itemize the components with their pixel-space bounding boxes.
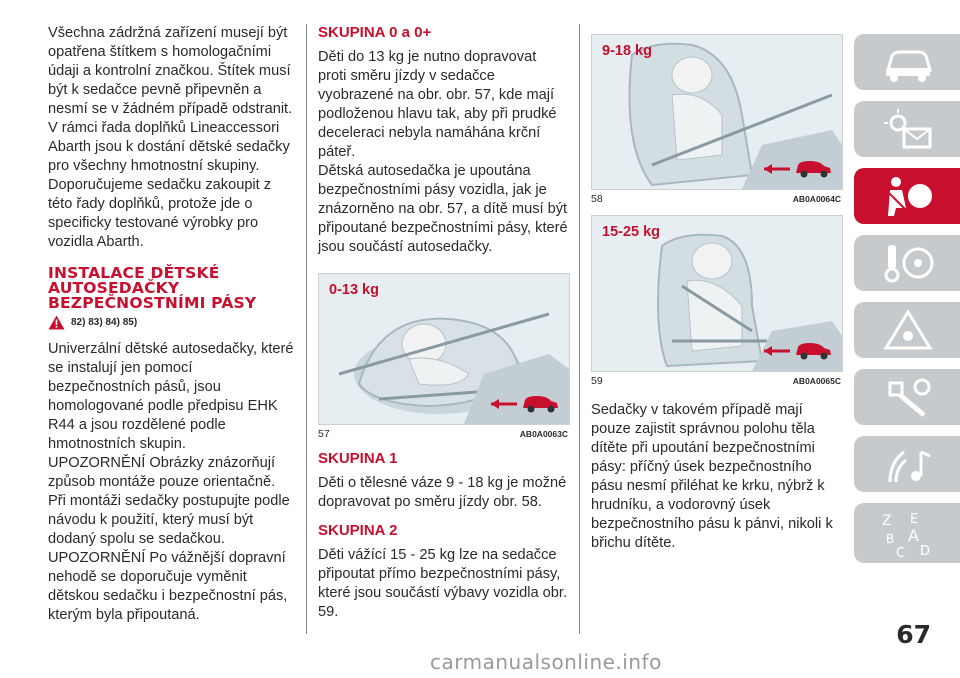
sidebar-item-safety[interactable] bbox=[854, 168, 960, 224]
svg-text:B: B bbox=[886, 532, 895, 546]
car-dashboard-icon bbox=[880, 40, 936, 84]
figure-number: 58 bbox=[591, 193, 603, 205]
paragraph: UPOZORNĚNÍ Po vážnější dopravní nehodě se doporučuje vyměnit dětskou sedačku i bezpečnostní pás, kterým byla připoutaná. bbox=[48, 550, 288, 623]
figure-59 bbox=[591, 215, 843, 372]
sidebar-item-maintenance[interactable] bbox=[854, 369, 960, 425]
sidebar-item-warning-lights[interactable] bbox=[854, 101, 960, 157]
sidebar-item-multimedia[interactable] bbox=[854, 436, 960, 492]
column-middle bbox=[318, 24, 568, 622]
watermark: carmanualsonline.info bbox=[430, 650, 662, 674]
figure-58 bbox=[591, 34, 843, 190]
weight-label: 9-18 kg bbox=[602, 43, 652, 59]
paragraph: Sedačky v takovém případě mají pouze zajistit správnou polohu těla dítěte při upoutání bezpečnostními pásy: příčný úsek bezpečnostního pásu nesmí přiléhat ke krku, nýbrž k hrudníku, a vodorovný úsek bezpečnostního pásu k pánvi, nikoli k břichu dítěte. bbox=[591, 402, 833, 551]
paragraph: Děti o tělesné váze 9 - 18 kg je možné dopravovat po směru jízdy obr. 58. bbox=[318, 475, 567, 510]
sidebar-item-starting[interactable] bbox=[854, 235, 960, 291]
column-divider bbox=[579, 24, 580, 634]
section-heading: INSTALACE DĚTSKÉ AUTOSEDAČKY BEZPEČNOSTNÍMI PÁSY bbox=[48, 264, 257, 312]
sidebar-item-dashboard[interactable] bbox=[854, 34, 960, 90]
column-right bbox=[591, 34, 839, 553]
car-direction-icon bbox=[764, 157, 834, 179]
warning-triangle-icon bbox=[48, 315, 65, 330]
svg-text:Z: Z bbox=[882, 513, 892, 529]
svg-text:A: A bbox=[908, 526, 919, 545]
weight-label: 15-25 kg bbox=[602, 224, 661, 240]
column-divider bbox=[306, 24, 307, 634]
paragraph: Všechna zádržná zařízení musejí být opatřena štítkem s homologačními údaji a kontrolní značkou. Štítek musí být k sedačce pevně připevněn a nesmí se v žádném případě odstranit. bbox=[48, 25, 293, 117]
column-left bbox=[48, 24, 296, 625]
weight-label: 0-13 kg bbox=[329, 282, 379, 298]
key-steering-icon bbox=[880, 241, 936, 285]
multimedia-icon bbox=[880, 442, 936, 486]
sidebar-item-emergency[interactable] bbox=[854, 302, 960, 358]
paragraph: Děti do 13 kg je nutno dopravovat proti směru jízdy v sedačce vyobrazené na obr. obr. 57, kde mají podloženou hlavu tak, aby při prudké deceleraci nebyla namáhána krční páteř. bbox=[318, 49, 557, 160]
figure-code: AB0A0063C bbox=[519, 429, 568, 439]
figure-caption bbox=[591, 193, 841, 205]
svg-text:E: E bbox=[910, 512, 919, 527]
svg-text:C: C bbox=[896, 546, 906, 559]
svg-text:D: D bbox=[920, 544, 931, 559]
car-direction-icon bbox=[491, 392, 561, 414]
figure-number: 57 bbox=[318, 428, 330, 440]
airbag-safety-icon bbox=[880, 174, 936, 218]
paragraph: Děti vážící 15 - 25 kg lze na sedačce připoutat přímo bezpečnostními pásy, které jsou součástí výbavy vozidla obr. 59. bbox=[318, 547, 568, 620]
paragraph: UPOZORNĚNÍ Obrázky znázorňují způsob montáže pouze orientačně. Při montáži sedačky postupujte podle návodu k použití, který musí být dodaný spolu se sedačkou. bbox=[48, 455, 290, 547]
wrench-service-icon bbox=[880, 375, 936, 419]
car-direction-icon bbox=[764, 339, 834, 361]
figure-code: AB0A0064C bbox=[792, 194, 841, 204]
figure-caption bbox=[318, 428, 568, 440]
subheading: SKUPINA 2 bbox=[318, 522, 398, 539]
index-letters-icon bbox=[880, 509, 940, 559]
subheading: SKUPINA 0 a 0+ bbox=[318, 24, 432, 41]
warning-lights-icon bbox=[880, 107, 936, 151]
figure-caption bbox=[591, 375, 841, 387]
sidebar-item-index[interactable] bbox=[854, 503, 960, 563]
figure-code: AB0A0065C bbox=[792, 376, 841, 386]
page-number: 67 bbox=[896, 620, 931, 649]
paragraph: V rámci řada doplňků Lineaccessori Abarth jsou k dostání dětské sedačky pro všechny hmotnostní skupiny. Doporučujeme sedačku zakoupit z této řady doplňků, protože jde o specificky testované výrobky pro vozidla Abarth. bbox=[48, 120, 290, 250]
breakdown-triangle-icon bbox=[880, 308, 936, 352]
paragraph: Dětská autosedačka je upoutána bezpečnostními pásy vozidla, jak je znázorněno na obr. 57, a dítě musí být připoutané bezpečnostními pásy, které jsou součástí autosedačky. bbox=[318, 163, 568, 255]
figure-57 bbox=[318, 273, 570, 425]
paragraph: Univerzální dětské autosedačky, které se instalují jen pomocí bezpečnostních pásů, jsou homologované podle předpisu EHK R44 a jsou rozdělené podle hmotnostních skupin. bbox=[48, 341, 294, 452]
figure-number: 59 bbox=[591, 375, 603, 387]
warning-reference bbox=[48, 315, 296, 330]
warning-refs: 82) 83) 84) 85) bbox=[71, 317, 138, 328]
subheading: SKUPINA 1 bbox=[318, 450, 398, 467]
